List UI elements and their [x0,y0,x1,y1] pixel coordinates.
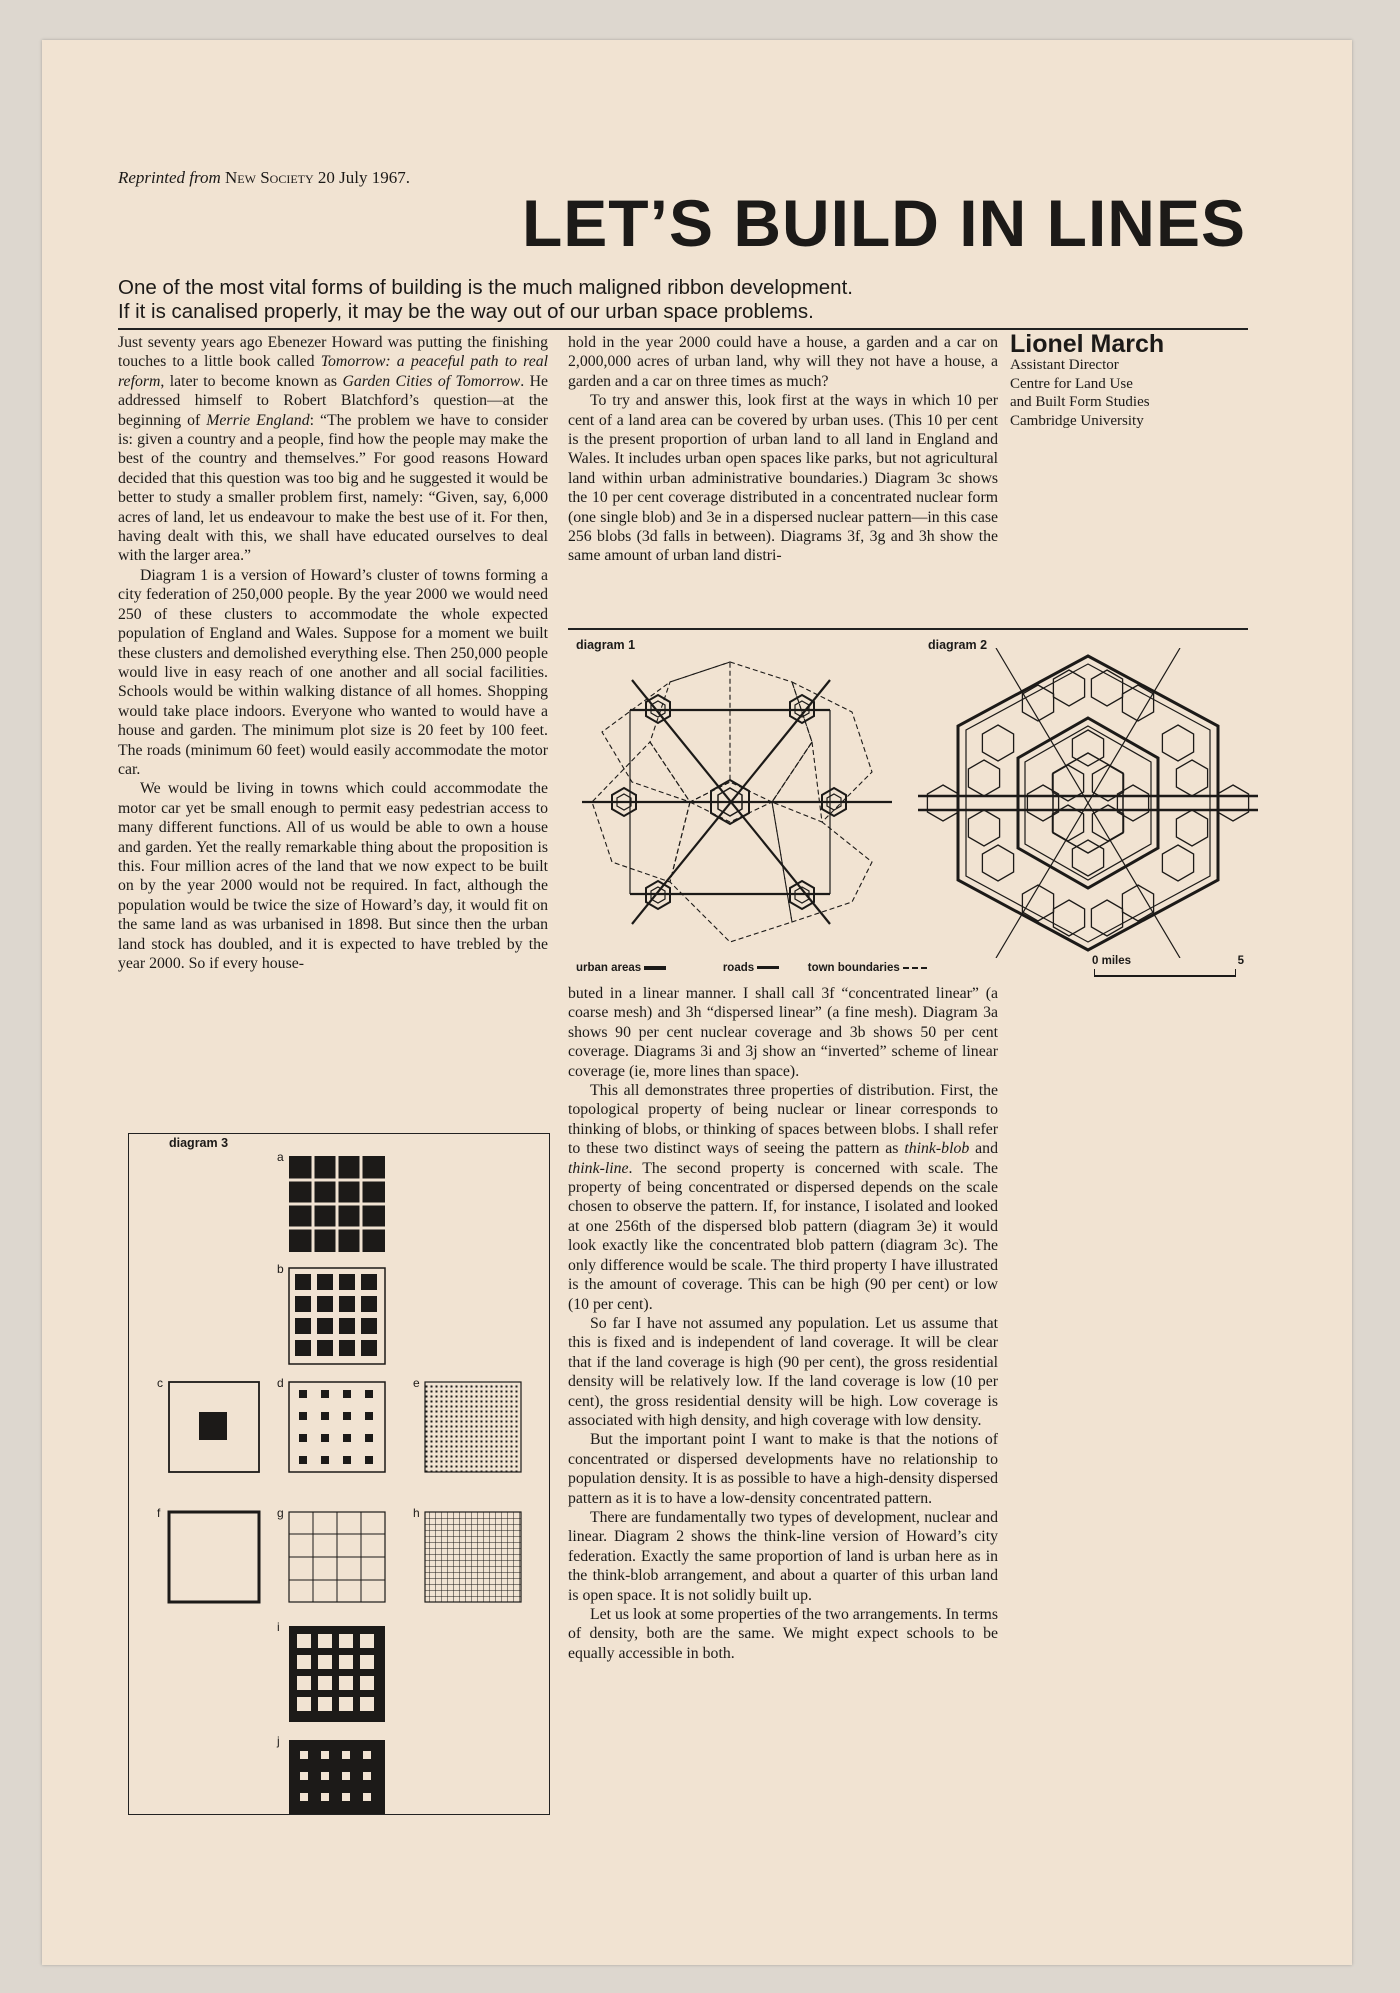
paragraph: This all demonstrates three properties of distribution. First, the topological property of being nuclear or linear corresponds to thinking of blobs, or thinking of spaces between blobs. I shall refer to these two distinct ways of seeing the pattern as think-blob and think-line. The second property is concerned with scale. The property of being concentrated or dispersed depends on the scale chosen to observe the pattern. If, for instance, I isolated and looked at one 256th of the dispersed blob pattern (diagram 3e) it would look exactly like the concentrated blob pattern (diagram 3c). The only difference would be scale. The third property I have illustrated is the amount of coverage. This can be high (90 per cent) or low (10 per cent). [568,1082,998,1313]
sub-label-a: a [277,1150,284,1164]
legend-urban-areas: urban areas [576,962,642,974]
standfirst-line-2: If it is canalised properly, it may be the way out of our urban space problems. [118,300,814,323]
article-column-1 [118,333,548,973]
reprint-prefix: Reprinted from [118,168,221,187]
paragraph: buted in a linear manner. I shall call 3f “concentrated linear” (a coarse mesh) and 3h “dispersed linear” (a fine mesh). Diagram 3a shows 90 per cent nuclear coverage and 3b shows 50 per cent coverage. Diagrams 3i and 3j show an “inverted” scheme of linear coverage (ie, more lines than space). [568,985,998,1080]
article-column-2-top [568,333,998,566]
sub-label-i: i [277,1620,280,1634]
diagram-1-figure [572,652,902,952]
sub-label-j: j [277,1734,280,1748]
paragraph: Diagram 1 is a version of Howard’s cluster of towns forming a city federation of 250,000 people. By the year 2000 we would need 250 of these clusters to accommodate the whole expected population of England and Wales. Suppose for a moment we built these clusters and demolished everything else. Then 250,000 people would live in easy reach of one another and all social facilities. Schools would be within walking distance of all homes. Shopping would take place indoors. Everyone who wanted to would have a house and garden. The minimum plot size is 20 feet by 100 feet. The roads (minimum 60 feet) would easily accommodate the motor car. [118,566,548,778]
figure-rule [568,628,1248,630]
legend-roads: roads [722,962,755,974]
sub-label-c: c [157,1376,163,1390]
author-title: Assistant Director [1010,357,1119,373]
paragraph: So far I have not assumed any population. Let us assume that this is fixed and is independent of land coverage. It will be clear that if the land coverage is high (90 per cent), the gross residential density will be relatively low. If the land coverage is low (10 per cent), the gross residential density will be high. Low coverage is associated with high density, and high coverage with low density. [568,1314,998,1429]
paragraph: There are fundamentally two types of development, nuclear and linear. Diagram 2 shows the think-line version of Howard’s city federation. Exactly the same proportion of land is urban here as in the think-blob arrangement, and about a quarter of this urban land is open space. It is not solidly built up. [568,1508,998,1604]
reprint-line [118,168,410,188]
author-org-2: and Built Form Studies [1010,394,1150,410]
scale-bar [1092,955,1244,967]
sub-label-f: f [157,1506,161,1520]
author-affiliation [1010,356,1230,430]
paragraph: We would be living in towns which could accommodate the motor car yet be small enough to permit easy pedestrian access to many different functions. All of us would be able to own a house and garden. Yet the really remarkable thing about the proposition is this. Four million acres of the land that we now expect to be built on by the year 2000 would not be required. In fact, although the population would be twice the size of Howard’s day, it would fit on the same land as was urbanised in 1898. But since then the urban land stock has doubled, and it is expected to have trebled by the year 2000. So if every house- [118,780,548,972]
publication-name: New Society [225,168,314,187]
paragraph: But the important point I want to make is that the notions of concentrated or dispersed developments have no relationship to population density. It is as possible to have a high-density dispersed pattern as it is to have a low-density concentrated pattern. [568,1431,998,1507]
paragraph: Just seventy years ago Ebenezer Howard was putting the finishing touches to a little book called Tomorrow: a peaceful path to real reform, later to become known as Garden Cities of Tomorrow. He addressed himself to Robert Blatchford’s question—at the beginning of Merrie England: “The problem we have to consider is: given a country and a people, find how the people may make the best of the country and themselves.” For good reasons Howard decided that this question was too big and he suggested it would be better to study a smaller problem first, namely: “Given, say, 6,000 acres of land, let us endeavour to make the best use of it. For then, having dealt with this, we shall have educated ourselves to deal with the larger area.” [118,334,548,565]
scale-line [1094,969,1236,977]
sub-label-b: b [277,1262,284,1276]
sub-label-g: g [277,1506,284,1520]
publication-date: 20 July 1967. [317,168,411,187]
article-column-2-bottom [568,984,998,1663]
scale-unit: miles [1101,955,1132,967]
standfirst-line-1: One of the most vital forms of building is the much maligned ribbon development. [118,276,853,299]
sub-label-e: e [413,1376,420,1390]
paragraph: Let us look at some properties of the two arrangements. In terms of density, both are the same. We might expect schools to be equally accessible in both. [568,1606,998,1662]
diagram-legend [576,962,927,974]
diagram-2-figure [918,648,1258,958]
paragraph: To try and answer this, look first at the ways in which 10 per cent of a land area can be covered by urban uses. (This 10 per cent is the present proportion of urban land to all land in England and Wales. It includes urban open spaces like parks, but not agricultural land within urban administrative boundaries.) Diagram 3c shows the 10 per cent coverage distributed in a concentrated nuclear form (one single blob) and 3e in a dispersed nuclear pattern—in this case 256 blobs (3d falls in between). Diagrams 3f, 3g and 3h show the same amount of urban land distri- [568,392,998,565]
sub-label-h: h [413,1506,420,1520]
author-name: Lionel March [1010,330,1165,358]
diagram-1-label: diagram 1 [576,638,636,652]
diagram-3-box [128,1133,550,1815]
legend-town-boundaries: town boundaries [807,962,900,974]
standfirst [118,276,1248,324]
paragraph: hold in the year 2000 could have a house, a garden and a car on 2,000,000 acres of urban land, why will they not have a house, a garden and a car on three times as much? [568,334,998,390]
legend-towns-swatch [903,967,927,969]
author-org-1: Centre for Land Use [1010,375,1133,392]
legend-urban-swatch [644,966,666,970]
headline: LET’S BUILD IN LINES [521,186,1246,260]
diagram-3-figure [129,1134,549,1814]
scale-five: 5 [1237,955,1244,967]
diagram-3-label: diagram 3 [169,1136,229,1150]
diagram-2-label: diagram 2 [928,638,988,652]
scale-zero: 0 [1092,955,1099,967]
legend-roads-swatch [757,966,779,969]
sub-label-d: d [277,1376,284,1390]
author-org-3: Cambridge University [1010,412,1144,429]
